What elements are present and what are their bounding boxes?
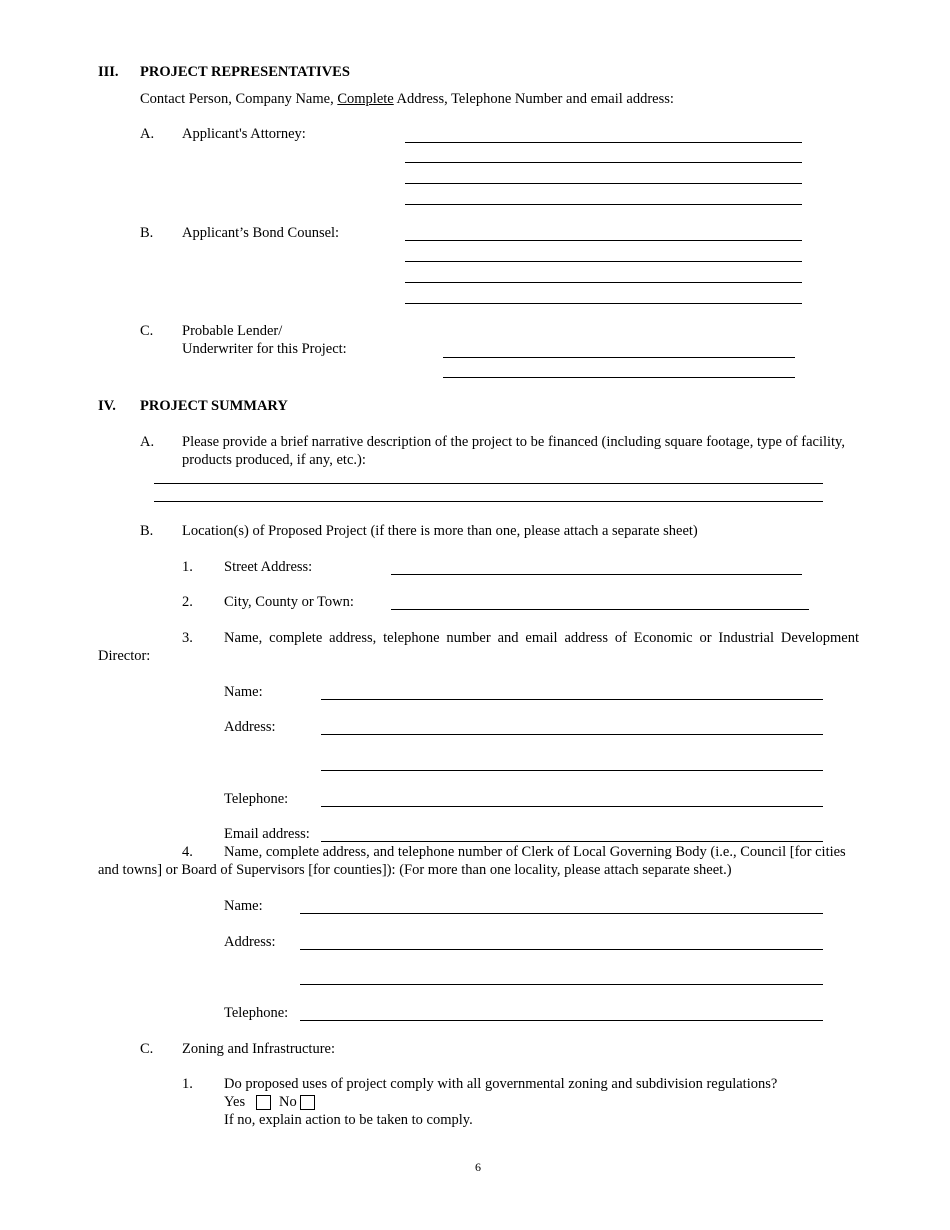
applicants-attorney-field-1[interactable] <box>405 142 802 143</box>
summary-b-letter: B. <box>140 523 154 539</box>
director-name-label: Name: <box>224 684 263 700</box>
narrative-field-1[interactable] <box>154 483 823 484</box>
director-address-label: Address: <box>224 719 276 735</box>
b3-number: 3. <box>182 630 193 646</box>
clerk-prompt-line-1: Name, complete address, and telephone number of Clerk of Local Governing Body (i.e., Council [for cities <box>224 844 846 860</box>
director-telephone-label: Telephone: <box>224 791 289 807</box>
yes-checkbox[interactable] <box>256 1095 271 1110</box>
clerk-address-label: Address: <box>224 934 276 950</box>
development-director-prompt-line-1: Name, complete address, telephone number and email address of Economic or Industrial Development <box>224 630 859 646</box>
narrative-prompt-line-1: Please provide a brief narrative description of the project to be financed (including square footage, type of facility, <box>182 434 845 450</box>
b2-number: 2. <box>182 594 193 610</box>
clerk-telephone-label: Telephone: <box>224 1005 289 1021</box>
bond-counsel-field-1[interactable] <box>405 240 802 241</box>
clerk-address-field-1[interactable] <box>300 949 823 950</box>
underwriter-label: Underwriter for this Project: <box>182 341 347 357</box>
intro-prefix: Contact Person, Company Name, <box>140 91 338 107</box>
lender-field-1[interactable] <box>443 357 795 358</box>
bond-counsel-field-2[interactable] <box>405 261 802 262</box>
b1-number: 1. <box>182 559 193 575</box>
director-email-label: Email address: <box>224 826 310 842</box>
summary-a-letter: A. <box>140 434 155 450</box>
intro-suffix: Address, Telephone Number and email address: <box>393 91 674 107</box>
section-iii-intro <box>140 90 674 108</box>
c1-number: 1. <box>182 1076 193 1092</box>
clerk-name-field[interactable] <box>300 913 823 914</box>
zoning-infrastructure-label: Zoning and Infrastructure: <box>182 1041 336 1057</box>
applicants-attorney-label: Applicant's Attorney: <box>182 126 306 142</box>
director-address-field-2[interactable] <box>321 770 823 771</box>
clerk-address-field-2[interactable] <box>300 984 823 985</box>
section-iv-number: IV. <box>98 398 116 414</box>
summary-c-letter: C. <box>140 1041 154 1057</box>
director-address-field-1[interactable] <box>321 734 823 735</box>
director-name-field[interactable] <box>321 699 823 700</box>
b4-number: 4. <box>182 844 193 860</box>
section-iv-title: PROJECT SUMMARY <box>140 398 288 414</box>
bond-counsel-field-3[interactable] <box>405 282 802 283</box>
city-county-town-label: City, County or Town: <box>224 594 354 610</box>
clerk-prompt-line-2: and towns] or Board of Supervisors [for counties]): (For more than one locality, please attach separate sheet.) <box>98 862 732 878</box>
section-iii-title: PROJECT REPRESENTATIVES <box>140 64 350 80</box>
bond-counsel-field-4[interactable] <box>405 303 802 304</box>
item-a-letter: A. <box>140 126 155 142</box>
no-label: No <box>279 1094 297 1110</box>
zoning-followup-text: If no, explain action to be taken to comply. <box>224 1112 473 1128</box>
applicants-attorney-field-2[interactable] <box>405 162 802 163</box>
street-address-label: Street Address: <box>224 559 313 575</box>
item-c-letter: C. <box>140 323 154 339</box>
intro-underlined-word: Complete <box>337 91 394 107</box>
applicants-attorney-field-3[interactable] <box>405 183 802 184</box>
narrative-prompt-line-2: products produced, if any, etc.): <box>182 452 366 468</box>
development-director-prompt-line-2: Director: <box>98 648 151 664</box>
clerk-name-label: Name: <box>224 898 263 914</box>
city-county-town-field[interactable] <box>391 609 809 610</box>
clerk-telephone-field[interactable] <box>300 1020 823 1021</box>
director-email-field[interactable] <box>321 841 823 842</box>
street-address-field[interactable] <box>391 574 802 575</box>
page-number: 6 <box>475 1160 481 1174</box>
narrative-field-2[interactable] <box>154 501 823 502</box>
director-telephone-field[interactable] <box>321 806 823 807</box>
bond-counsel-label: Applicant’s Bond Counsel: <box>182 225 340 241</box>
lender-field-2[interactable] <box>443 377 795 378</box>
zoning-compliance-question: Do proposed uses of project comply with all governmental zoning and subdivision regulations? <box>224 1076 778 1092</box>
section-iii-number: III. <box>98 64 119 80</box>
item-b-letter: B. <box>140 225 154 241</box>
no-checkbox[interactable] <box>300 1095 315 1110</box>
locations-prompt: Location(s) of Proposed Project (if there is more than one, please attach a separate sheet) <box>182 523 698 539</box>
probable-lender-label: Probable Lender/ <box>182 323 283 339</box>
yes-label: Yes <box>224 1094 246 1110</box>
applicants-attorney-field-4[interactable] <box>405 204 802 205</box>
